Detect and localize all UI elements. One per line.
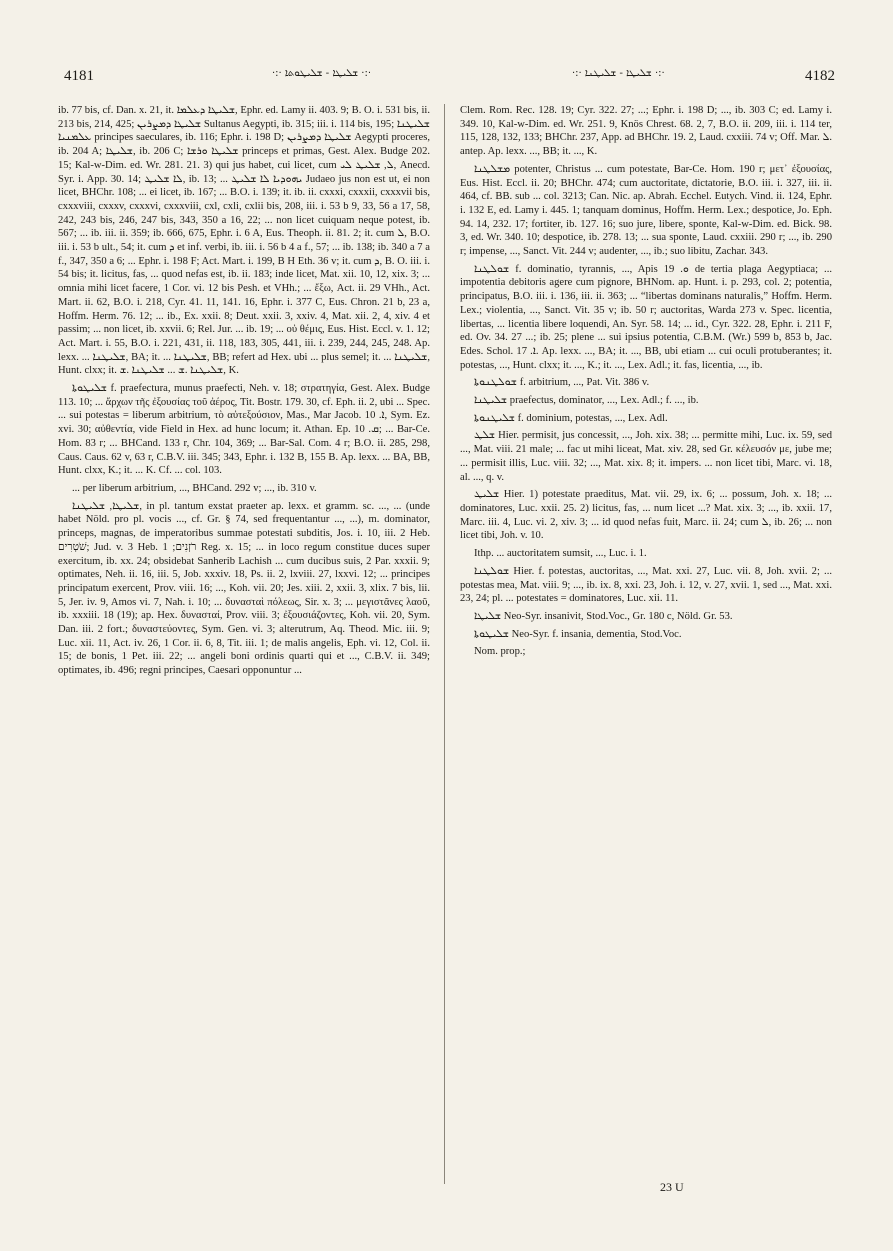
paragraph: ܡܫܠܛܢܐ potenter, Christus ... cum potestate, Bar-Ce. Hom. 190 r; μετ᾽ ἐξουσίας, Eus. Hist. Eccl. ii. 20; BHChr. 474; cum auctoritate, dictatorie, B.O. iii. i. 327, iii. ii. 464, cf. BB. sub ... col. 3213; Can. Nic. ap. Abrah. Ecchel. Eutych. Vind. ii. 124, Ephr. i. 132 E, ed. Lamy i. 445. 1; tanquam dominus, Hoffm. Herm. Lex.; despotice, Jo. Eph. 94. 14, 232. 17; fortiter, ib. 127. 16; suo jure, libere, sponte, Kal-w-Dim. ed. Bick. 98. 3, ed. Wr. 340. 10; despotice, ib. 278. 13; ... sua sponte, Laud. cxxiii. 290 r; ..., ib. 290 r; impense, ..., Sanct. Vit. 244 v; audenter, ..., ib.; suo libitu, Zachar. 343. bbox=[460, 163, 832, 258]
paragraph: ܫܠܛ Hier. permisit, jus concessit, ..., Joh. xix. 38; ... permitte mihi, Luc. ix. 59, sed ..., Mat. viii. 21 male; ... fac ut mihi liceat, Mat. xiv. 28, sed Gr. κέλευσόν με, jube me; ... permisit illis, Luc. viii. 32; ..., Mat. xix. 8; it. impers. ... non licet tibi, Marc. vi. 18, al. ..., q. v. bbox=[460, 430, 832, 483]
page-header bbox=[42, 68, 851, 94]
paragraph: ܫܠܝܛܘܬܐ Neo-Syr. f. insania, dementia, Stod.Voc. bbox=[474, 628, 682, 640]
paragraph: Ithp. ... auctoritatem sumsit, ..., Luc. i. 1. bbox=[474, 548, 647, 560]
paragraph: ܫܠܝܛܐ, ܫܠܝܛܢܐ, in pl. tantum exstat praeter ap. lexx. et gramm. sc. ..., ... (unde habet Nöld. pro pl. vocis ..., cf. Gr. § 74, sed frequentantur ..., ...), m. dominator, princeps, magnas, de imperatoribus summae potestati subditis, Jos. i. 10, iii. 2 Heb. שֹׁטְרִים; Jud. v. 3 Heb. רֹזְנִים; 1 Reg. x. 15; ... in loco regum constitue duces super exercitum, ib. xx. 24; obsidebat Sanherib Lachish ... cum ducibus suis, 2 Par. xxxii. 9; optimates, Neh. ii. 16, iii. 5, Job. xxxiv. 18, Ps. ii. 2, lxviii. 27, lxxvi. 12; ... principes principatum exercent, Prov. viii. 16; ..., Koh. vii. 20; Jes. xiii. 2, xxii. 3, xlix. 7 bis, lii. 5, Jer. iv. 9, Amos vi. 7, Nah. i. 10; ... δυνασταὶ πόλεως, Sir. x. 3; ... μεγιστᾶνες λαοῦ, ib. xxxiii. 18 (19); ap. Hex. δυνασταί, Prov. viii. 3; ἐξουσιάζοντες, Koh. vii. 20, Sym. Dan. iii. 2 fort.; δυναστεύοντες, Sym. Gen. vi. 3; alterutrum, Aq. Theod. Mic. iii. 9; Luc. xii. 11, Act. iv. 26, 1 Cor. ii. 6, 8, Tit. iii. 1; de malis angelis, Eph. vi. 12, Col. ii. 15; de bonis, 1 Pet. iii. 22; ... angeli boni ordinis quarti qui et ..., C.B.V. ii. 349; optimates, ib. 496; regni principes, Caesari opponuntur ... bbox=[58, 500, 430, 677]
paragraph: ܫܠܝܛܐ Neo-Syr. insanivit, Stod.Voc., Gr. 180 c, Nöld. Gr. 53. bbox=[474, 610, 733, 622]
paragraph: ܫܘܠܛܢܐ Hier. f. potestas, auctoritas, ..., Mat. xxi. 27, Luc. vii. 8, Joh. xvii. 2; ... potestas mea, Mat. viii. 9; ..., ib. ix. 8, xxi. 23, Joh. i. 12, v. 27, xvii. 1, sed ..., Mat. xxi. 23, 24; pl. ... potestates = dominatores, Luc. xii. 11. bbox=[460, 565, 832, 605]
signature-mark: 23 U bbox=[660, 1180, 684, 1194]
right-running-head: ·:· ܫܠܝܛܐ - ܫܠܝܛܢܐ ·:· bbox=[572, 68, 665, 79]
right-page-number: 4182 bbox=[805, 68, 835, 84]
left-column bbox=[58, 104, 430, 1184]
paragraph: ܫܠܝܛ Hier. 1) potestate praeditus, Mat. vii. 29, ix. 6; ... possum, Joh. x. 18; ... dominatores, Luc. xxii. 25. 2) licitus, fas, ... num licet ...? Mat. xix. 3; ..., ib. xxii. 17, Marc. iii. 4, Luc. vi. 2, xiv. 3; ... id quod nefas fuit, Marc. ii. 24; cum ܠ, ib. 26; ... non licet tibi, Joh. v. 10. bbox=[460, 489, 832, 542]
left-page-number: 4181 bbox=[64, 68, 94, 84]
paragraph: ܫܠܝܛܢܐ praefectus, dominator, ..., Lex. Adl.; f. ..., ib. bbox=[474, 395, 699, 407]
paragraph: ... per liberum arbitrium, ..., BHCand. 292 v; ..., ib. 310 v. bbox=[72, 482, 317, 494]
paragraph: Nom. prop.; bbox=[474, 646, 526, 658]
right-column bbox=[460, 104, 832, 1184]
text-columns bbox=[58, 104, 848, 1184]
paragraph: ܫܠܝܛܢܘܬܐ f. dominium, potestas, ..., Lex. Adl. bbox=[474, 412, 668, 424]
paragraph: ib. 77 bis, cf. Dan. x. 21, it. ܫܠܝܛܐ ܕܥܠܡܐ, Ephr. ed. Lamy ii. 403. 9; B. O. i. 531 bis, ii. 213 bis, 214, 425; ܫܠܝܛܐ ܕܡܨܪܝܢ Sultanus Aegypti, ib. 315; iii. i. 114 bis, 195; ܫܠܝܛܢܐ ܥܠܡܢܝܐ principes saeculares, ib. 116; Ephr. i. 198 D; ܫܠܝܛܐ ܕܡܨܪܝܢ Aegypti proceres, ib. 204 A; ܫܠܝܛܐ, ib. 206 C; ܫܠܝܛܐ ܘܪܫܐ princeps et primas, Gest. Alex. Budge 202. 15; Kal-w-Dim. ed. Wr. 281. 21. 3) qui jus habet, cui licet, cum ܠ, ܫܠܝܛ ܠܝ, Anecd. Syr. i. App. 30. 14; ܠܐ ܫܠܝܛ, ib. 13; ... ܝܗܘܕܝܐ ܠܐ ܫܠܝܛ Judaeo jus non est ut, ei non licet, BHChr. 108; ... ei licet, ib. 167; ... B.O. i. 139; it. ib. ii. cxxxi, cxxxii, cxxxvii bis, cxxxviii, cxxxv, cxxxvi, cxxxviii, cxl, cxli, cxlii bis, 208, iii. i. 53 b 9, 33, 56 a 17, 58, 242, 243 bis, 246, 247 bis, 343, 350 a 16, 22; ... non licet cuiquam neque potest, ib. 567; ... ib. iii. ii. 359; ib. 666, 675, Ephr. i. 6 A, Eus. Theoph. ii. 81. 2; it. cum ܠ, B.O. iii. i. 53 b ult., 54; it. cum ܕ et inf. verbi, ib. iii. i. 56 b 4 a f., 57; ... ib. 138; ib. 340 a 7 a f., 347, 350 a 6; ... Ephr. i. 198 F; Act. Mart. i. 199, B H Eth. 36 v; it. cum ܕ, B. O. iii. i. 54 bis; it. licitus, fas, ... quod nefas est, ib. ii. 183; inde licet, Mat. xii. 10, 12, xix. 3; ... omnia mihi licet facere, 1 Cor. vi. 12 bis Pesh. et VHh.; ... ἔξω, Act. ii. 29 VHh., Act. Mart. ii. 62, B.O. i. 218, Cyr. 41. 11, 141. 16, Ephr. i. 377 C, Eus. Chron. 21 b, 23 a, Hoffm. Herm. 76. 12; ... ib., Ex. xxii. 8; Deut. xxii. 3, xxiv. 4, Mat. xii. 2, 4, xiv. 4 et passim; ... non licet, ib. xxvii. 6; Rel. Jur. ... ib. 19; ... οὐ θέμις, Eus. Hist. Eccl. v. 1. 12; Act. Mart. i. 55, B.O. i. 221, 431, ii. 118, 183, 305, 441, iii. i. 239, 244, 245, 248. Ap. lexx. ... ܫܠܝܛܢܐ, BA; it. ... ܫܠܝܛܢܐ, BB; refert ad Hex. ubi ... plus semel; it. ... ܫܠܝܛܢܐ, Hunt. clxx; it. ܫܠܝܛܢܐ .ܫ ... ܫܠܝܛܢܐ .ܫ, K. bbox=[58, 105, 430, 377]
paragraph: ܫܘܠܛܢܘܬܐ f. arbitrium, ..., Pat. Vit. 386 v. bbox=[474, 377, 650, 389]
paragraph: ܫܘܠܛܢܐ f. dominatio, tyrannis, ..., Apis ܘ. 19 de tertia plaga Aegyptiaca; ... impotentia debitoris agere cum pignore, BHNom. ap. Hunt. i. p. 293, col. 2; potentia, principatus, B.O. iii. i. 136, iii. ii. 363; ... “libertas dominans naturalis,” Hoffm. Herm. Lex.; violentia, ..., Sanct. Vit. 35 v; ib. 50 r; auctoritas, Warda 273 v. Spec. licentia, libertas, ... licentia libere loquendi, An. Syr. 58. 14; ... id., Cyr. 322. 28, Ephr. i. 211 F, ed. Ov. 34. 27 ...; ib. 25; plene ... sui ipsius potentia, C.B.M. (Wr.) 599 b, 853 b, Jac. Edes. Schol. ܐ. 17. Ap. lexx. ..., BA; it. ..., BB, ubi etiam ... cui oculi protuberantes; it. potestas, ..., Hunt. clxx; it. ..., K.; it. ..., Lex. Adl.; it. fas, licentia, ..., ib. bbox=[460, 263, 832, 371]
paragraph: Clem. Rom. Rec. 128. 19; Cyr. 322. 27; ...; Ephr. i. 198 D; ..., ib. 303 C; ed. Lamy i. 349. 10, Kal-w-Dim. ed. Wr. 251. 9, Knös Chrest. 68. 2, 7, B.O. ii. 209, iii. i. 114 ter, 115, 128, 132, 133; BHChr. 237, App. ad BHChr. 19. 2, Laud. cxxiii. 74 v; Off. Mar. ܠ. antep. Ap. lexx. ..., BB; it. ..., K. bbox=[460, 105, 832, 158]
paragraph: ܫܠܝܛܘܬܐ f. praefectura, munus praefecti, Neh. v. 18; στρατηγία, Gest. Alex. Budge 113. 10; ... ἄρχων τῆς ἐξουσίας τοῦ ἀέρος, Tit. Bostr. 179. 30, cf. Eph. ii. 2, ubi ... Spec. ... sui potestas = liberum arbitrium, τὸ αὐτεξούσιον, Mas., Mar Jacob. ܐ. 10, Sym. Ez. xvi. 30; αὐθεντία, vide Field in Hex. ad hunc locum; it. Athan. Ep. ܩ. 10; ... Bar-Ce. Hom. 83 r; ... BHCand. 133 r, Chr. 104, 369; ... Bar-Sal. Com. 4 r; B.O. ii. 285, 298, Caus. Caus. 62 v, 63 r, C.B.V. iii. 345; 343, Ephr. i. 132 B, 155 B. Ap. lexx. ... BA, BB, Hunt. clxx, K.; it. ... K. Cf. ... col. 103. bbox=[58, 383, 430, 477]
left-running-head: ·:· ܫܠܝܛܐ - ܫܠܝܛܘܬܐ ·:· bbox=[272, 68, 371, 79]
